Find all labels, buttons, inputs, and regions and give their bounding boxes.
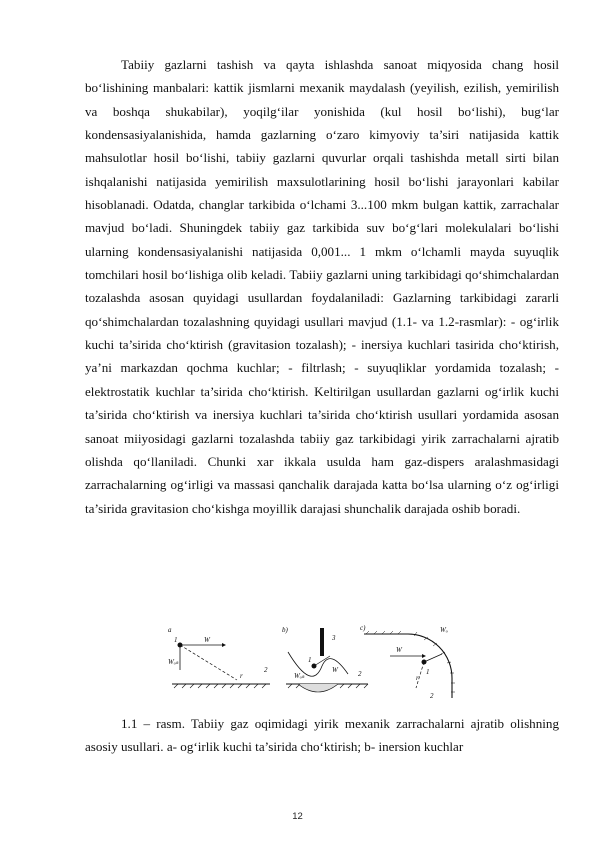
hatching-inlet-c (366, 631, 401, 634)
label-r-c: r (416, 674, 419, 682)
collector-pocket-b (298, 684, 338, 692)
body-paragraph: Tabiiy gazlarni tashish va qayta ishlashda sanoat miqyosida chang hosil bo‘lishining manbalari: kattik jismlarni mexanik maydalash (yeyilish, ezilish, yemirilish va boshqa shukabilar), yoqilg‘ilar yonishida (kul hosil bo‘lishi), bug‘lar kondensasiyalanishida, hamda gazlarning o‘zaro kimyoviy ta’siri natijasida kattik mahsulotlar hosil bo‘lishi, tabiiy gazlarni quvurlar orqali tashishda metall sirti bilan ishqalanishi natijasida yemirilish maxsulotlarining hosil bo‘lishi jarayonlari kabilar hisoblanadi. Odatda, changlar tarkibida o‘lchami 3...100 mkm bulgan kattik, zarrachalar mavjud bo‘ladi. Shuningdek tabiiy gaz tarkibida suv bo‘g‘lari molekulalari bo‘lishi ularning kondensasiyalanishi natijasida 0,001... 1 mkm o‘lchamli mayda suyuqlik tomchilari hosil bo‘lishiga olib keladi. Tabiiy gazlarni uning tarkibidagi qo‘shimchalardan tozalashda asosan quyidagi usullardan foydalaniladi: Gazlarning tarkibidagi zararli qo‘shimchalardan tozalashning quyidagi usullari mavjud (1.1- va 1.2-rasmlar): - og‘irlik kuchi ta’sirida cho‘ktirish (gravitasion tozalash); - inersiya kuchlari tasirida cho‘ktirish, ya’ni markazdan qochma kuchlar; - filtrlash; - suyuqliklar yordamida tozalash; - elektrostatik kuchlar ta’sirida cho‘ktirish. Keltirilgan usullardan gazlarni og‘irlik kuchi ta’sirida cho‘ktirish va inersiya kuchlari ta’sirida cho‘ktirish usullari yordamida asosan sanoat miiyosidagi gazlarni tozalashda tabiiy gaz tarkibidagi yirik zarrachalarni ajratib olishda qo‘llaniladi. Chunki xar ikkala usulda ham gaz-dispers aralashmasidagi zarrachalarning og‘irligi va massasi qanchalik darajada katta bo‘lsa ularning o‘z og‘irligi ta’sirida gravitasion cho‘kishga moyillik darajasi shunchalik darajada oshib boradi. (85, 57, 559, 516)
label-2-c: 2 (430, 692, 434, 700)
panel-a-label: a (168, 626, 172, 634)
label-2-b: 2 (358, 670, 362, 678)
label-1-b: 1 (308, 656, 312, 664)
trajectory-a (180, 645, 237, 680)
separation-methods-diagram (162, 618, 462, 700)
velocity-arrow-b (314, 656, 330, 666)
label-Wr-b: Wₒₖ (294, 672, 305, 680)
centrifugal-arrow-c (424, 654, 442, 662)
label-1-c: 1 (426, 668, 430, 676)
label-1-a: 1 (174, 636, 178, 644)
panel-a (168, 626, 270, 688)
panel-b (282, 626, 368, 692)
panel-c-label: c) (360, 624, 366, 632)
label-W-c: W (396, 646, 402, 654)
label-Wo-c: Wₒ (440, 626, 448, 634)
panel-c (360, 624, 455, 700)
hatching-a (174, 684, 266, 688)
label-2-a: 2 (264, 666, 268, 674)
curved-wall-c (408, 634, 452, 698)
baffle-plate-b (320, 628, 324, 656)
figure-1-1 (162, 618, 462, 700)
arrowhead-c (422, 654, 426, 658)
label-3-b: 3 (332, 634, 336, 642)
label-W-b: W (332, 666, 338, 674)
arrowhead-a (222, 643, 226, 647)
label-Wr-a: Wₒₖ (168, 658, 179, 666)
page-number: 12 (292, 811, 303, 822)
figure-caption: 1.1 – rasm. Tabiiy gaz oqimidagi yirik mexanik zarrachalarni ajratib olishning asosiy usullari. a- og‘irlik kuchi ta’sirida cho‘ktirish; b- inersion kuchlar (85, 716, 559, 755)
panel-b-label: b) (282, 626, 288, 634)
label-W-a: W (204, 636, 210, 644)
label-r-a: r (240, 672, 243, 680)
